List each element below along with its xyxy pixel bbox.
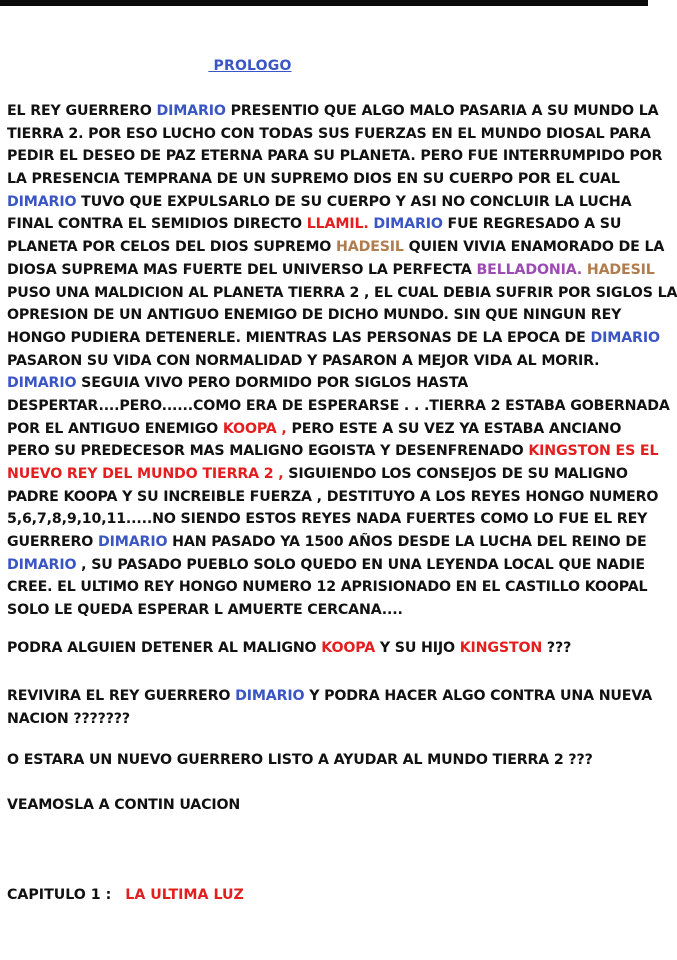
text-run: LA PRESENCIA TEMPRANA DE UN SUPREMO DIOS EN SU CUERPO POR EL CUAL	[7, 171, 620, 188]
text-run: FUE REGRESADO A SU	[442, 216, 622, 233]
prologue-line	[7, 554, 677, 577]
text-run: VEAMOSLA A CONTIN UACION	[7, 797, 241, 813]
question-line	[7, 685, 652, 708]
text-run: FINAL CONTRA EL SEMIDIOS DIRECTO	[7, 216, 307, 233]
prologue-line	[7, 576, 677, 599]
prologue-line	[7, 191, 677, 214]
text-run: GUERRERO	[7, 534, 98, 551]
highlighted-name: DIMARIO	[373, 216, 443, 233]
prologue-line	[7, 123, 677, 146]
prologue-line	[7, 168, 677, 191]
text-run: Y SU HIJO	[375, 640, 460, 656]
chapter-name: LA ULTIMA LUZ	[125, 887, 244, 903]
prologue-line	[7, 372, 677, 395]
prologue-line	[7, 350, 677, 373]
text-run: PLANETA POR CELOS DEL DIOS SUPREMO	[7, 239, 337, 256]
prologue-line	[7, 440, 677, 463]
highlighted-name: KOOPA	[321, 640, 376, 656]
text-run: ???	[542, 640, 572, 656]
text-run: PRESENTIO QUE ALGO MALO PASARIA A SU MUNDO LA	[225, 103, 659, 119]
top-border-bar	[0, 0, 648, 6]
text-run: NACION ???????	[7, 710, 130, 727]
continuation-note	[7, 797, 240, 813]
text-run: SIGUIENDO LOS CONSEJOS DE SU MALIGNO	[283, 466, 628, 482]
question-koopa-kingston	[7, 640, 571, 656]
prologue-line	[7, 213, 677, 236]
question-dimario-revive	[7, 685, 652, 730]
prologue-title-text: PROLOGO	[213, 58, 292, 74]
prologue-line	[7, 418, 677, 441]
text-run: REVIVIRA EL REY GUERRERO	[7, 688, 236, 704]
highlighted-name: KINGSTON	[459, 640, 543, 656]
question-new-warrior	[7, 752, 593, 768]
text-run: O ESTARA UN NUEVO GUERRERO LISTO A AYUDAR AL MUNDO TIERRA 2 ???	[7, 752, 593, 768]
prologue-paragraph	[7, 100, 677, 622]
text-run: SEGUIA VIVO PERO DORMIDO POR SIGLOS HASTA	[76, 375, 469, 392]
question-line	[7, 708, 652, 731]
text-run: DESPERTAR....PERO......COMO ERA DE ESPERARSE . . .TIERRA 2 ESTABA GOBERNADA	[7, 397, 670, 414]
prologue-line	[7, 100, 677, 123]
text-run: TIERRA 2. POR ESO LUCHO CON TODAS SUS FUERZAS EN EL MUNDO DIOSAL PARA	[7, 125, 651, 142]
chapter-label: CAPITULO 1 :	[7, 887, 112, 903]
text-run: HONGO PUDIERA DETENERLE. MIENTRAS LAS PERSONAS DE LA EPOCA DE	[7, 329, 591, 346]
highlighted-name: NUEVO REY DEL MUNDO TIERRA 2 ,	[7, 466, 284, 482]
text-run: TUVO QUE EXPULSARLO DE SU CUERPO Y ASI NO CONCLUIR LA LUCHA	[76, 193, 632, 210]
prologue-line	[7, 304, 677, 327]
highlighted-name: DIMARIO	[156, 103, 226, 119]
prologue-line	[7, 327, 677, 350]
text-run: Y PODRA HACER ALGO CONTRA UNA NUEVA	[304, 688, 653, 704]
highlighted-name: LLAMIL.	[306, 216, 369, 233]
text-run: POR EL ANTIGUO ENEMIGO	[7, 420, 223, 437]
text-run: PUSO UNA MALDICION AL PLANETA TIERRA 2 , EL CUAL DEBIA SUFRIR POR SIGLOS LA	[7, 284, 677, 301]
highlighted-name: HADESIL	[336, 239, 404, 256]
highlighted-name: KINGSTON ES EL	[528, 443, 659, 460]
text-run: 5,6,7,8,9,10,11.....NO SIENDO ESTOS REYES NADA FUERTES COMO LO FUE EL REY	[7, 511, 648, 528]
chapter-heading	[7, 887, 244, 903]
text-run: SOLO LE QUEDA ESPERAR L AMUERTE CERCANA....	[7, 602, 403, 619]
highlighted-name: KOOPA ,	[222, 420, 287, 437]
text-run: PADRE KOOPA Y SU INCREIBLE FUERZA , DESTITUYO A LOS REYES HONGO NUMERO	[7, 488, 659, 505]
text-run: EL REY GUERRERO	[7, 103, 157, 119]
text-run: DIOSA SUPREMA MAS FUERTE DEL UNIVERSO LA PERFECTA	[7, 261, 477, 278]
text-run: PODRA ALGUIEN DETENER AL MALIGNO	[7, 640, 322, 656]
prologue-line	[7, 486, 677, 509]
highlighted-name: HADESIL	[586, 261, 655, 278]
prologue-line	[7, 463, 677, 486]
highlighted-name: DIMARIO	[7, 556, 77, 573]
text-run: PASARON SU VIDA CON NORMALIDAD Y PASARON A MEJOR VIDA AL MORIR.	[7, 352, 600, 369]
highlighted-name: DIMARIO	[97, 534, 168, 551]
prologue-line	[7, 531, 677, 554]
highlighted-name: DIMARIO	[235, 688, 305, 704]
prologue-line	[7, 599, 677, 622]
prologue-line	[7, 282, 677, 305]
prologue-line	[7, 259, 677, 282]
prologue-line	[7, 508, 677, 531]
text-run: CREE. EL ULTIMO REY HONGO NUMERO 12 APRISIONADO EN EL CASTILLO KOOPAL	[7, 579, 648, 596]
highlighted-name: DIMARIO	[590, 329, 660, 346]
highlighted-name: DIMARIO	[7, 193, 77, 210]
text-run: QUIEN VIVIA ENAMORADO DE LA	[403, 239, 665, 256]
text-run: OPRESION DE UN ANTIGUO ENEMIGO DE DICHO MUNDO. SIN QUE NINGUN REY	[7, 307, 622, 324]
prologue-line	[7, 145, 677, 168]
text-run: HAN PASADO YA 1500 AÑOS DESDE LA LUCHA DEL REINO DE	[167, 534, 647, 551]
highlighted-name: BELLADONIA.	[476, 261, 583, 278]
prologue-line	[7, 395, 677, 418]
prologue-title	[0, 58, 500, 74]
text-run: PEDIR EL DESEO DE PAZ ETERNA PARA SU PLANETA. PERO FUE INTERRUMPIDO POR	[7, 148, 663, 165]
highlighted-name: DIMARIO	[7, 375, 77, 392]
text-run: PERO SU PREDECESOR MAS MALIGNO EGOISTA Y DESENFRENADO	[7, 443, 529, 460]
text-run: , SU PASADO PUEBLO SOLO QUEDO EN UNA LEYENDA LOCAL QUE NADIE	[76, 556, 645, 573]
text-run: PERO ESTE A SU VEZ YA ESTABA ANCIANO	[286, 420, 622, 437]
prologue-line	[7, 236, 677, 259]
